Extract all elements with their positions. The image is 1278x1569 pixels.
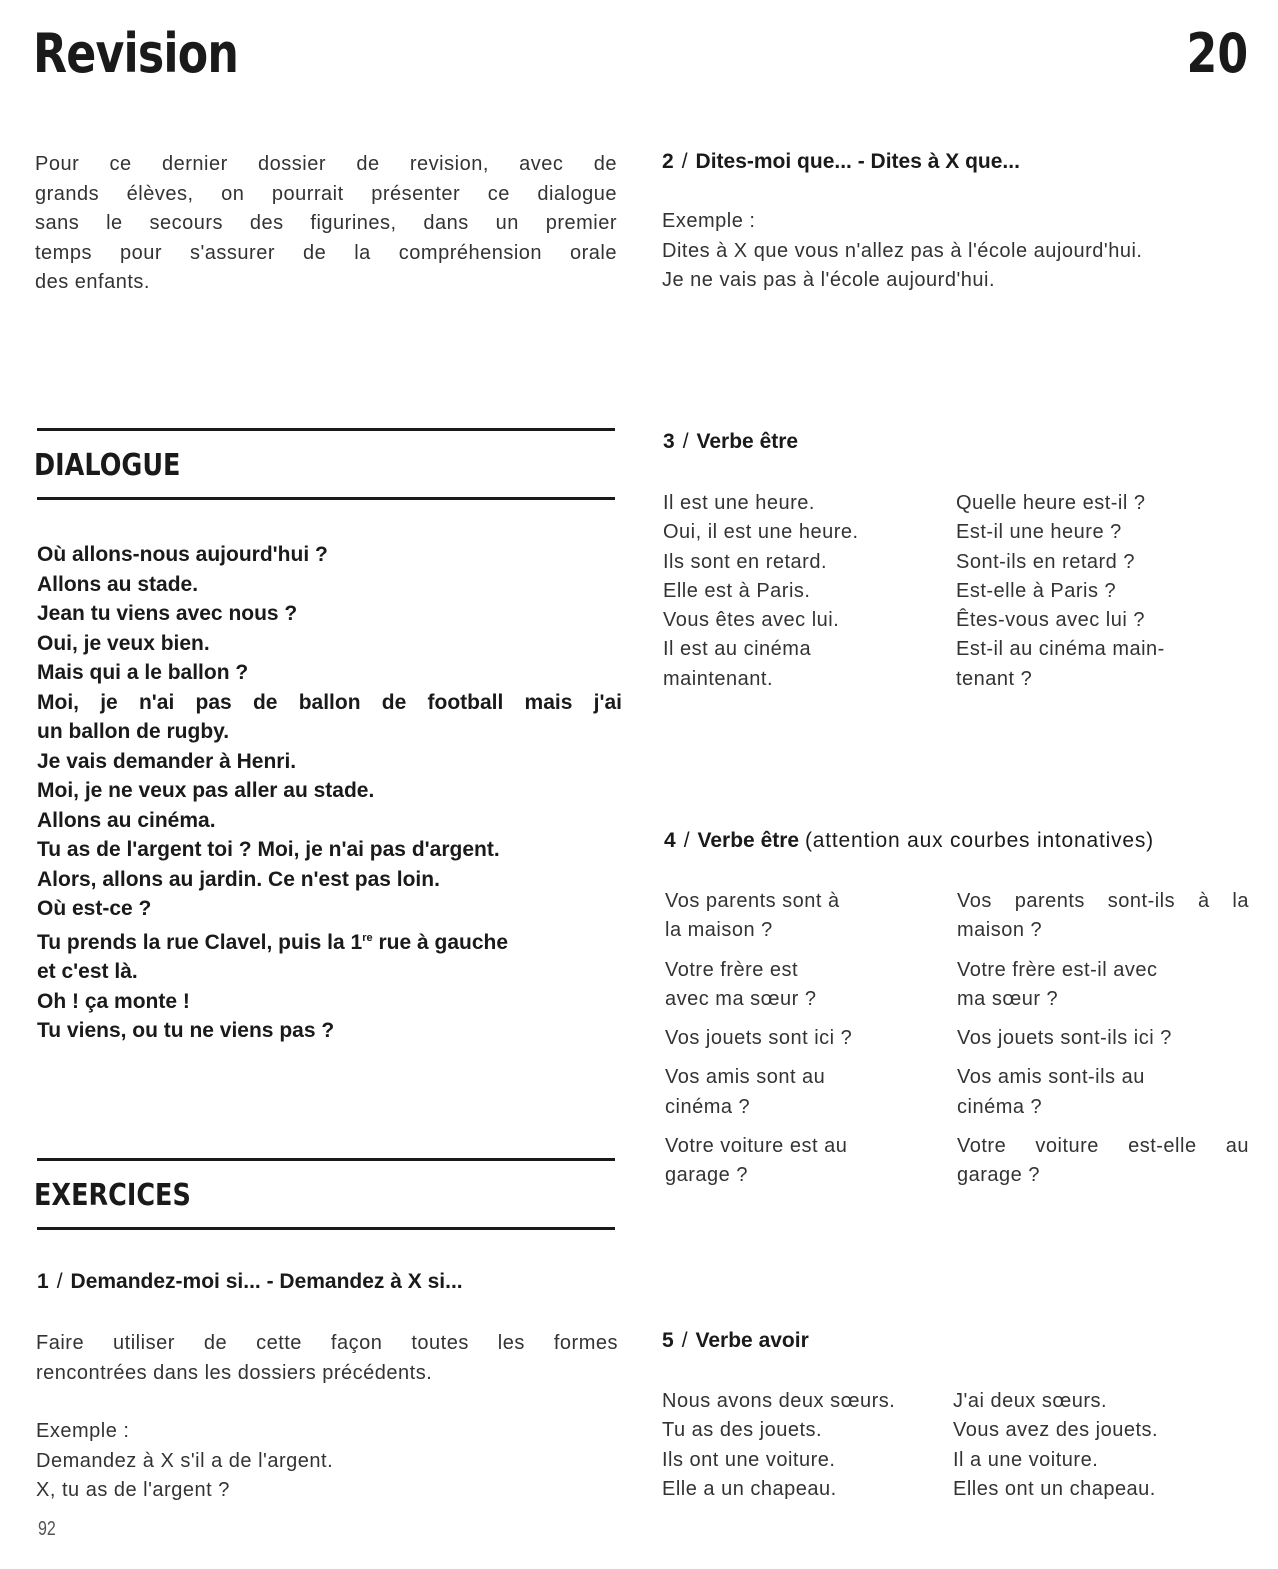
- exercise-title: Dites-moi que... - Dites à X que...: [695, 150, 1020, 173]
- dialogue-line: Je vais demander à Henri.: [37, 749, 297, 773]
- intro-line: Pour ce dernier dossier de revision, avec de: [35, 153, 617, 175]
- example-line: Je ne vais pas à l'école aujourd'hui.: [662, 269, 996, 291]
- statement-line: garage ?: [665, 1164, 748, 1187]
- exercise-title: Verbe avoir: [695, 1329, 809, 1352]
- description-line: Faire utiliser de cette façon toutes les formes: [36, 1332, 618, 1354]
- exercise-title: Verbe être: [697, 829, 800, 852]
- question-line: Vos amis sont-ils au: [957, 1066, 1145, 1089]
- page-number: 92: [38, 1518, 56, 1540]
- sentence-line: Nous avons deux sœurs.: [662, 1390, 896, 1412]
- statement-line: maintenant.: [663, 667, 774, 690]
- question-item: [957, 956, 1249, 1015]
- sentence-line: Elle a un chapeau.: [662, 1477, 837, 1500]
- intro-line: des enfants.: [35, 271, 150, 294]
- statement-line: Vos amis sont au: [665, 1066, 826, 1089]
- sentence-line: Il a une voiture.: [953, 1448, 1099, 1471]
- example-label: Exemple :: [662, 210, 756, 232]
- question-line: Sont-ils en retard ?: [956, 550, 1135, 573]
- statement-line: la maison ?: [665, 919, 773, 942]
- statement-line: Il est une heure.: [663, 492, 815, 514]
- question-line: maison ?: [957, 919, 1043, 942]
- description-line: rencontrées dans les dossiers précédents.: [36, 1361, 433, 1384]
- exercices-heading: EXERCICES: [34, 1178, 191, 1213]
- dialogue-line: [37, 924, 622, 958]
- exercise-number: 4: [664, 829, 676, 852]
- sentence-line: Vous avez des jouets.: [953, 1419, 1159, 1442]
- statement-line: avec ma sœur ?: [665, 987, 817, 1010]
- statement-line: Il est au cinéma: [663, 638, 812, 661]
- slash: /: [681, 1329, 688, 1352]
- exercise-4-questions: [957, 887, 1249, 1201]
- dialogue-line-part: rue à gauche: [372, 930, 509, 954]
- statement-line: cinéma ?: [665, 1095, 751, 1118]
- dialogue-line: Oh ! ça monte !: [37, 989, 190, 1013]
- dialogue-line: Allons au cinéma.: [37, 808, 216, 832]
- statement-item: [665, 1024, 945, 1053]
- intro-paragraph: [35, 150, 617, 298]
- exercise-1-description: [36, 1329, 618, 1388]
- exercise-note: (attention aux courbes intonatives): [804, 829, 1154, 852]
- statement-line: Votre voiture est au: [665, 1135, 848, 1158]
- dialogue-line: Tu as de l'argent toi ? Moi, je n'ai pas d'argent.: [37, 838, 500, 861]
- dialogue-line: Tu viens, ou tu ne viens pas ?: [37, 1019, 335, 1042]
- question-line: ma sœur ?: [957, 987, 1059, 1010]
- question-line: tenant ?: [956, 667, 1033, 690]
- sentence-line: Elles ont un chapeau.: [953, 1477, 1156, 1500]
- question-line: cinéma ?: [957, 1095, 1043, 1118]
- statement-line: Elle est à Paris.: [663, 579, 811, 602]
- statement-item: [665, 887, 945, 946]
- example-line: Dites à X que vous n'allez pas à l'école aujourd'hui.: [662, 239, 1143, 262]
- intro-line: grands élèves, on pourrait présenter ce dialogue: [35, 182, 617, 205]
- question-line: Est-elle à Paris ?: [956, 579, 1117, 602]
- exercise-3-questions: [956, 489, 1256, 694]
- section-rule-top: [37, 428, 615, 431]
- question-item: [957, 887, 1249, 946]
- question-line: garage ?: [957, 1164, 1040, 1187]
- statement-line: Ils sont en retard.: [663, 550, 828, 573]
- sentence-line: Tu as des jouets.: [662, 1419, 823, 1442]
- statement-line: Vous êtes avec lui.: [663, 609, 840, 632]
- intro-line: temps pour s'assurer de la compréhension orale: [35, 241, 617, 264]
- exercise-4-statements: [665, 887, 945, 1201]
- section-rule-top: [37, 1158, 615, 1161]
- dialogue-line: Moi, je ne veux pas aller au stade.: [37, 779, 375, 802]
- dialogue-line: Alors, allons au jardin. Ce n'est pas loin.: [37, 867, 440, 891]
- section-rule-bottom: [37, 1227, 615, 1230]
- slash: /: [683, 829, 690, 852]
- exercise-2-heading: [662, 150, 1020, 174]
- exercise-5-sentences: [662, 1387, 947, 1504]
- question-line: Vos parents sont-ils à la: [957, 890, 1249, 912]
- ordinal-superscript: re: [362, 931, 373, 944]
- dialogue-line: Où est-ce ?: [37, 897, 152, 920]
- slash: /: [682, 430, 689, 453]
- exercise-number: 5: [662, 1329, 674, 1352]
- exercise-title: Verbe être: [696, 430, 799, 453]
- exercise-5-transformations: [953, 1387, 1253, 1504]
- question-line: Quelle heure est-il ?: [956, 492, 1146, 514]
- question-line: Est-il une heure ?: [956, 521, 1122, 544]
- slash: /: [56, 1270, 63, 1293]
- statement-line: Oui, il est une heure.: [663, 521, 859, 544]
- question-line: Votre frère est-il avec: [957, 958, 1158, 981]
- statement-line: Vos parents sont à: [665, 890, 840, 912]
- example-line: X, tu as de l'argent ?: [36, 1479, 230, 1501]
- statement-line: Votre frère est: [665, 958, 799, 981]
- dialogue-line: un ballon de rugby.: [37, 720, 230, 743]
- exercise-number: 3: [663, 430, 675, 453]
- question-line: Vos jouets sont-ils ici ?: [957, 1027, 1172, 1050]
- dialogue-line: Jean tu viens avec nous ?: [37, 602, 298, 625]
- sentence-line: J'ai deux sœurs.: [953, 1390, 1108, 1412]
- statement-item: [665, 1132, 945, 1191]
- exercise-2-example: [662, 207, 1252, 296]
- question-item: [957, 1063, 1249, 1122]
- slash: /: [681, 150, 688, 173]
- question-line: Êtes-vous avec lui ?: [956, 609, 1145, 632]
- exercise-3-statements: [663, 489, 943, 694]
- intro-line: sans le secours des figurines, dans un premier: [35, 212, 617, 235]
- dialogue-line: Oui, je veux bien.: [37, 631, 210, 655]
- dossier-number: 20: [1186, 22, 1248, 85]
- exercise-3-heading: [663, 430, 798, 454]
- dialogue-line: Où allons-nous aujourd'hui ?: [37, 543, 328, 566]
- sentence-line: Ils ont une voiture.: [662, 1448, 836, 1471]
- exercise-1-heading: [37, 1270, 463, 1294]
- example-label: Exemple :: [36, 1420, 130, 1442]
- exercise-1-example: [36, 1417, 333, 1506]
- dialogue-line: Mais qui a le ballon ?: [37, 661, 249, 684]
- section-rule-bottom: [37, 497, 615, 500]
- page-title: Revision: [33, 22, 239, 85]
- question-line: Est-il au cinéma main-: [956, 638, 1165, 661]
- question-item: [957, 1132, 1249, 1191]
- question-line: Votre voiture est-elle au: [957, 1135, 1249, 1158]
- dialogue-line: et c'est là.: [37, 960, 138, 983]
- exercise-number: 1: [37, 1270, 49, 1293]
- question-item: [957, 1024, 1249, 1053]
- dialogue-text: [37, 540, 622, 1046]
- dialogue-line: Allons au stade.: [37, 572, 199, 596]
- exercise-4-heading: [664, 829, 1154, 853]
- example-line: Demandez à X s'il a de l'argent.: [36, 1449, 334, 1472]
- dialogue-line-part: Tu prends la rue Clavel, puis la 1: [37, 930, 363, 954]
- dialogue-heading: DIALOGUE: [34, 448, 181, 483]
- exercise-number: 2: [662, 150, 674, 173]
- statement-item: [665, 956, 945, 1015]
- statement-item: [665, 1063, 945, 1122]
- exercise-title: Demandez-moi si... - Demandez à X si...: [70, 1270, 463, 1293]
- exercise-5-heading: [662, 1329, 809, 1353]
- dialogue-line: Moi, je n'ai pas de ballon de football mais j'ai: [37, 690, 622, 714]
- statement-line: Vos jouets sont ici ?: [665, 1027, 853, 1050]
